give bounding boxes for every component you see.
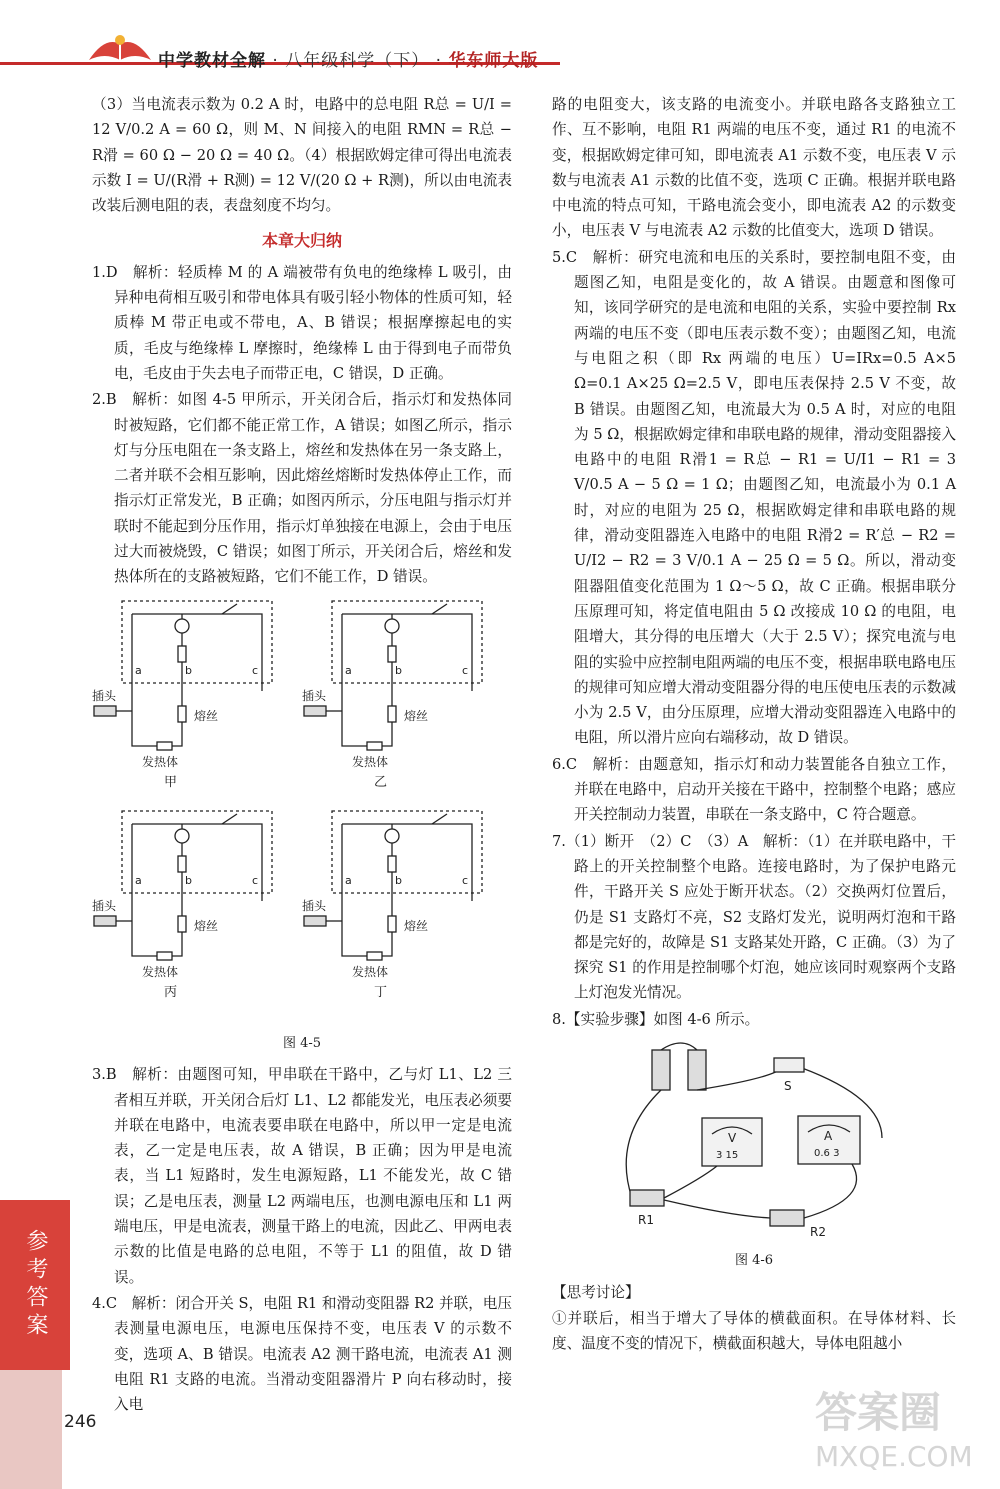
indicator-lamp (175, 619, 189, 633)
scale-v: 3 15 (716, 1149, 739, 1161)
label-s: S (784, 1078, 792, 1093)
node-label-c: c (252, 873, 259, 887)
label-r2: R2 (810, 1224, 826, 1238)
divider-resistor (388, 646, 396, 662)
scale-a: 0.6 3 (814, 1147, 840, 1159)
heater-label: 发热体 (142, 964, 179, 979)
plug-label: 插头 (92, 688, 117, 703)
fuse-label: 熔丝 (404, 918, 429, 933)
panel-label: 甲 (164, 774, 178, 790)
node-label-a: a (135, 663, 142, 677)
heater-label: 发热体 (352, 754, 389, 769)
answer-q3: 3.B 解析：由题图可知，甲串联在干路中，乙与灯 L1、L2 三者相互并联，开关闭合后灯 L1、L2 都能发光，电压表必须要并联在电路中，电流表要串联在电路中，所以甲一定是电流表，乙一定是电压表，故 A 错误，B 正确；因为甲是电流表，当 L1 短路时，发生电源短路，L1 不能发光，故 C 错误；乙是电压表，测量 L2 两端电压，也测电源电压和 L1 两端电压，甲是电流表，测量干路上的电流，因此乙、甲两电表示数的比值是电路的总电阻，不等于 L1 的阻值，故 D 错误。 (92, 1066, 512, 1286)
indicator-lamp (385, 829, 399, 843)
divider-resistor (178, 646, 186, 662)
panel-label: 乙 (374, 774, 388, 790)
node-label-b: b (185, 873, 192, 887)
answer-q7: 7.（1）断开 （2）C （3）A 解析：（1）在并联电路中，干路上的开关控制整个电路。连接电路时，为了保护电路元件，干路开关 S 应处于断开状态。（2）交换两灯位置后，仍是 S1 支路灯不亮，S2 支路灯发光，说明两灯泡和干路都是完好的，故障是 S1 支路某处开路，C 正确。（3）为了探究 S1 的作用是控制哪个灯泡，她应该同时观察两个支路上灯泡发光情况。 (552, 832, 957, 1002)
divider-resistor (178, 856, 186, 872)
figure-4-6 (552, 1038, 956, 1274)
divider-resistor (388, 856, 396, 872)
fuse (388, 916, 396, 932)
plug-label: 插头 (302, 688, 327, 703)
panel-dashed-box (332, 811, 482, 893)
panel-wiring (132, 614, 262, 676)
circuit-diagram-4-5 (92, 596, 512, 1021)
label-a: A (824, 1128, 833, 1143)
resistor-r1 (630, 1190, 664, 1206)
figure-4-5 (92, 596, 512, 1057)
switch-blade (222, 814, 237, 824)
heater (367, 952, 382, 960)
label-r1: R1 (638, 1212, 654, 1227)
node-label-b: b (395, 873, 402, 887)
answer-q8: 8.【实验步骤】如图 4-6 所示。 (552, 1010, 760, 1028)
node-label-b: b (185, 663, 192, 677)
fuse-label: 熔丝 (194, 918, 219, 933)
node-label-c: c (462, 663, 469, 677)
heater (157, 952, 172, 960)
switch-blade (222, 604, 237, 614)
discussion-title: 【思考讨论】 (552, 1283, 640, 1301)
panel-wiring (342, 614, 472, 676)
node-label-c: c (252, 663, 259, 677)
switch-s (774, 1058, 804, 1072)
page-header (0, 0, 1000, 80)
chapter-summary-heading: 本章大归纳 (261, 231, 342, 251)
tab-decoration (0, 1370, 62, 1489)
answer-section-tab: 参考答案 (0, 1200, 70, 1370)
panel-dashed-box (332, 601, 482, 683)
switch-blade (432, 814, 447, 824)
panel-label: 丙 (164, 984, 178, 1000)
node-label-a: a (135, 873, 142, 887)
panel-label: 丁 (374, 984, 388, 1000)
panel-dashed-box (122, 811, 272, 893)
resistor-r2 (770, 1210, 804, 1226)
answer-q5: 5.C 解析：研究电流和电压的关系时，要控制电阻不变，由题图乙知，电阻是变化的，故 A 错误。由题意和图像可知，该同学研究的是电流和电阻的关系，实验中要控制 Rx 两端的电压不变（即电压表示数不变）；由题图乙知，电流与电阻之积（即 Rx 两端的电压）U=IRx=0.5 A×5 Ω=0.1 A×25 Ω=2.5 V，即电压表保持 2.5 V 不变，故 B 错误。由题图乙知，电流最大为 0.5 A 时，对应的电阻为 5 Ω，根据欧姆定律和串联电路的规律，滑动变阻器接入电路中的电阻 R滑1 = R总 − R1 = U/I1 − R1 = 3 V/0.5 A − 5 Ω = 1 Ω；由题图乙知，电流最小为 0.1 A 时，对应的电阻为 25 Ω，根据欧姆定律和串联电路的规律，滑动变阻器连入电路中的电阻 R滑2 = R′总 − R2 = U/I2 − R2 = 3 V/0.1 A − 25 Ω = 5 Ω。所以，滑动变阻器阻值变化范围为 1 Ω～5 Ω，故 C 正确。根据串联分压原理可知，将定值电阻由 5 Ω 改接成 10 Ω 的电阻，电阻增大，其分得的电压增大（大于 2.5 V）；探究电流与电阻的实验中应控制电阻两端的电压不变，根据串联电路电压的规律可知应增大滑动变阻器分得的电压使电压表的示数减小为 2.5 V，由分压原理，应增大滑动变阻器连入电路中的电阻，所以滑片应向右端移动，故 D 错误。 (552, 248, 956, 747)
battery-1 (652, 1050, 670, 1090)
battery-2 (688, 1050, 706, 1090)
watermark-url: MXQE.COM (815, 1440, 973, 1473)
plug (94, 916, 116, 926)
fuse (178, 706, 186, 722)
plug-label: 插头 (302, 898, 327, 913)
experiment-diagram-4-6 (552, 1038, 956, 1238)
answer-q4-continued: 路的电阻变大，该支路的电流变小。并联电路各支路独立工作、互不影响，电阻 R1 两端的电压不变，通过 R1 的电流不变，根据欧姆定律可知，即电流表 A1 示数不变，电压表 V 示数与电流表 A1 示数的比值不变，选项 C 正确。根据并联电路中电流的特点可知，干路电流会变小，即电流表 A2 的示数变小，电压表 V 与电流表 A2 示数的比值变大，选项 D 错误。 (552, 96, 956, 240)
heater-label: 发热体 (142, 754, 179, 769)
fuse-label: 熔丝 (404, 708, 429, 723)
series-name: 中学教材全解 (158, 51, 266, 71)
switch-blade (432, 604, 447, 614)
answer-q4: 4.C 解析：闭合开关 S，电阻 R1 和滑动变阻器 R2 并联，电压表测量电源电压，电源电压保持不变，电压表 V 的示数不变，选项 A、B 错误。电流表 A2 测干路电流，电流表 A1 测电阻 R1 支路的电流。当滑动变阻器滑片 P 向右移动时，接入电 (92, 1294, 512, 1414)
answer-q2: 2.B 解析：如图 4-5 甲所示，开关闭合后，指示灯和发热体同时被短路，它们都不能正常工作，A 错误；如图乙所示，指示灯与分压电阻在一条支路上，熔丝和发热体在另一条支路上，二者并联不会相互影响，因此熔丝熔断时发热体停止工作，而指示灯正常发光，B 正确；如图丙所示，分压电阻与指示灯并联时不能起到分压作用，指示灯单独接在电源上，会由于电压过大而被烧毁，C 错误；如图丁所示，开关闭合后，熔丝和发热体所在的支路被短路，它们不能工作，D 错误。 (92, 391, 512, 586)
left-column (92, 92, 512, 1418)
answer-para-continued: （3）当电流表示数为 0.2 A 时，电路中的总电阻 R总 = U/I = 12 V/0.2 A = 60 Ω，则 M、N 间接入的电阻 RMN = R总 − R滑 = 60 Ω − 20 Ω = 40 Ω。（4）根据欧姆定律可得出电流表示数 I = U/(R滑 + R测) = 12 V/(20 Ω + R测)，所以由电流表改装后测电阻的表，表盘刻度不均匀。 (92, 96, 512, 215)
node-label-a: a (345, 873, 352, 887)
subject-name: 八年级科学（下） (285, 51, 430, 71)
heater (367, 742, 382, 750)
plug (304, 706, 326, 716)
watermark-logo-text: 答案圈 (815, 1388, 942, 1437)
panel-wiring (132, 824, 262, 886)
heater (157, 742, 172, 750)
plug (304, 916, 326, 926)
figure-4-6-caption: 图 4-6 (734, 1253, 774, 1269)
panel-dashed-box (122, 601, 272, 683)
node-label-c: c (462, 873, 469, 887)
answer-q6: 6.C 解析：由题意知，指示灯和动力装置能各自独立工作，并联在电路中，启动开关接在干路中，控制整个电路；感应开关控制动力装置，串联在一条支路中，C 符合题意。 (552, 755, 956, 824)
plug-label: 插头 (92, 898, 117, 913)
watermark (815, 1380, 985, 1480)
discussion-text: ①并联后，相当于增大了导体的横截面积。在导体材料、长度、温度不变的情况下，横截面积越大，导体电阻越小 (552, 1309, 956, 1353)
book-logo-icon (85, 30, 155, 74)
node-label-b: b (395, 663, 402, 677)
fuse-label: 熔丝 (194, 708, 219, 723)
label-v: V (728, 1130, 737, 1145)
indicator-lamp (175, 829, 189, 843)
indicator-lamp (385, 619, 399, 633)
fuse (178, 916, 186, 932)
right-column (552, 92, 956, 1357)
page-number: 246 (64, 1412, 97, 1432)
figure-4-5-caption: 图 4-5 (282, 1035, 322, 1051)
edition-name: 华东师大版 (448, 51, 539, 71)
answer-q1: 1.D 解析：轻质棒 M 的 A 端被带有负电的绝缘棒 L 吸引，由异种电荷相互吸引和带电体具有吸引轻小物体的性质可知，轻质棒 M 带正电或不带电，A、B 错误；根据摩擦起电的实质，毛皮与绝缘棒 L 摩擦时，绝缘棒 L 由于得到电子而带负电，毛皮由于失去电子而带正电，C 错误，D 正确。 (92, 263, 512, 382)
node-label-a: a (345, 663, 352, 677)
plug (94, 706, 116, 716)
heater-label: 发热体 (352, 964, 389, 979)
header-title: 中学教材全解 · 八年级科学（下） · 华东师大版 (158, 51, 539, 71)
fuse (388, 706, 396, 722)
panel-wiring (342, 824, 472, 886)
